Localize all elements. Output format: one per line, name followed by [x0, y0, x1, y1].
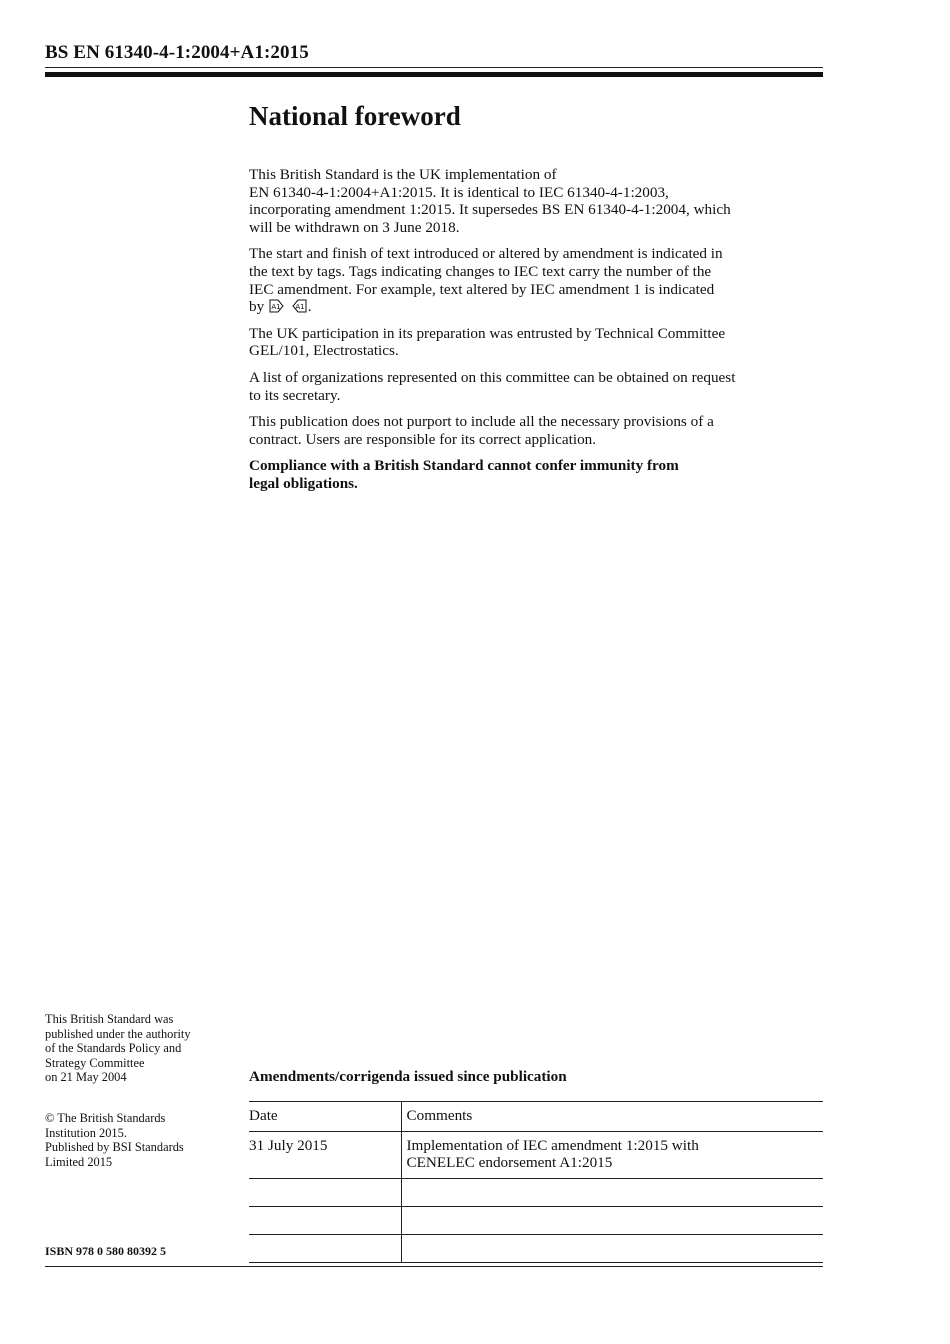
text-line: This publication does not purport to include all the necessary provisions of a — [249, 413, 714, 431]
table-row-empty — [249, 1178, 823, 1206]
note-line: on 21 May 2004 — [45, 1070, 127, 1085]
text-line: the text by tags. Tags indicating changes to IEC text carry the number of the — [249, 262, 712, 280]
copyright-note — [45, 1111, 235, 1169]
comment-line: Implementation of IEC amendment 1:2015 with — [406, 1136, 699, 1154]
text-line: contract. Users are responsible for its correct application. — [249, 430, 597, 448]
page-title: National foreword — [249, 101, 461, 131]
note-line: © The British Standards — [45, 1111, 166, 1125]
note-line: Published by BSI Standards — [45, 1140, 184, 1155]
empty-cell — [401, 1234, 823, 1262]
note-line: Limited 2015 — [45, 1154, 113, 1169]
text-fragment: by — [249, 298, 265, 316]
note-line: published under the authority — [45, 1026, 191, 1041]
paragraph-tags — [249, 245, 824, 315]
paragraph-compliance — [249, 457, 824, 492]
standard-identifier: BS EN 61340-4-1:2004+A1:2015 — [45, 42, 309, 63]
amendment-open-tag-label: A1 — [271, 303, 281, 312]
table-header-row — [249, 1102, 823, 1132]
amendment-comment — [401, 1131, 823, 1178]
amendment-date: 31 July 2015 — [249, 1131, 401, 1178]
paragraph-provisions — [249, 413, 824, 448]
text-line: The start and finish of text introduced or altered by amendment is indicated in — [249, 245, 723, 263]
text-line: will be withdrawn on 3 June 2018. — [249, 218, 460, 236]
text-line: GEL/101, Electrostatics. — [249, 342, 399, 360]
text-fragment: . — [307, 298, 312, 316]
column-header-date: Date — [249, 1102, 401, 1132]
text-line: This British Standard is the UK implementation of — [249, 166, 557, 183]
footer-rule — [45, 1266, 823, 1267]
paragraph-organizations — [249, 369, 824, 404]
header-rule-thin — [45, 67, 823, 68]
empty-cell — [249, 1178, 401, 1206]
authority-note — [45, 1012, 235, 1085]
note-line: Strategy Committee — [45, 1055, 145, 1070]
comment-line: CENELEC endorsement A1:2015 — [406, 1154, 613, 1172]
note-line: This British Standard was — [45, 1012, 174, 1026]
text-line: A list of organizations represented on this committee can be obtained on request — [249, 368, 736, 386]
table-row — [249, 1131, 823, 1178]
text-line: The UK participation in its preparation was entrusted by Technical Committee — [249, 324, 726, 342]
text-line: to its secretary. — [249, 386, 341, 404]
text-line: incorporating amendment 1:2015. It supersedes BS EN 61340-4-1:2004, which — [249, 201, 731, 219]
amendments-table — [249, 1101, 823, 1263]
amendment-close-tag-label: A1 — [295, 303, 305, 312]
table-row-empty — [249, 1206, 823, 1234]
text-line — [249, 298, 824, 316]
header-rule-thick — [45, 72, 823, 77]
paragraph-implementation — [249, 166, 824, 236]
isbn: ISBN 978 0 580 80392 5 — [45, 1244, 167, 1258]
empty-cell — [249, 1234, 401, 1262]
text-line: IEC amendment. For example, text altered by IEC amendment 1 is indicated — [249, 280, 715, 298]
empty-cell — [401, 1178, 823, 1206]
amendment-open-tag-icon — [269, 299, 285, 313]
amendments-title: Amendments/corrigenda issued since publication — [249, 1068, 567, 1085]
empty-cell — [401, 1206, 823, 1234]
empty-cell — [249, 1206, 401, 1234]
table-row-empty — [249, 1234, 823, 1262]
paragraph-committee — [249, 325, 824, 360]
text-line: EN 61340-4-1:2004+A1:2015. It is identical to IEC 61340-4-1:2003, — [249, 183, 669, 201]
text-line: Compliance with a British Standard cannot confer immunity from — [249, 457, 679, 475]
foreword-body — [249, 166, 824, 502]
amendment-close-tag-icon — [291, 299, 307, 313]
note-line: of the Standards Policy and — [45, 1041, 182, 1056]
text-line: legal obligations. — [249, 474, 358, 492]
note-line: Institution 2015. — [45, 1125, 127, 1140]
column-header-comments: Comments — [401, 1102, 823, 1132]
